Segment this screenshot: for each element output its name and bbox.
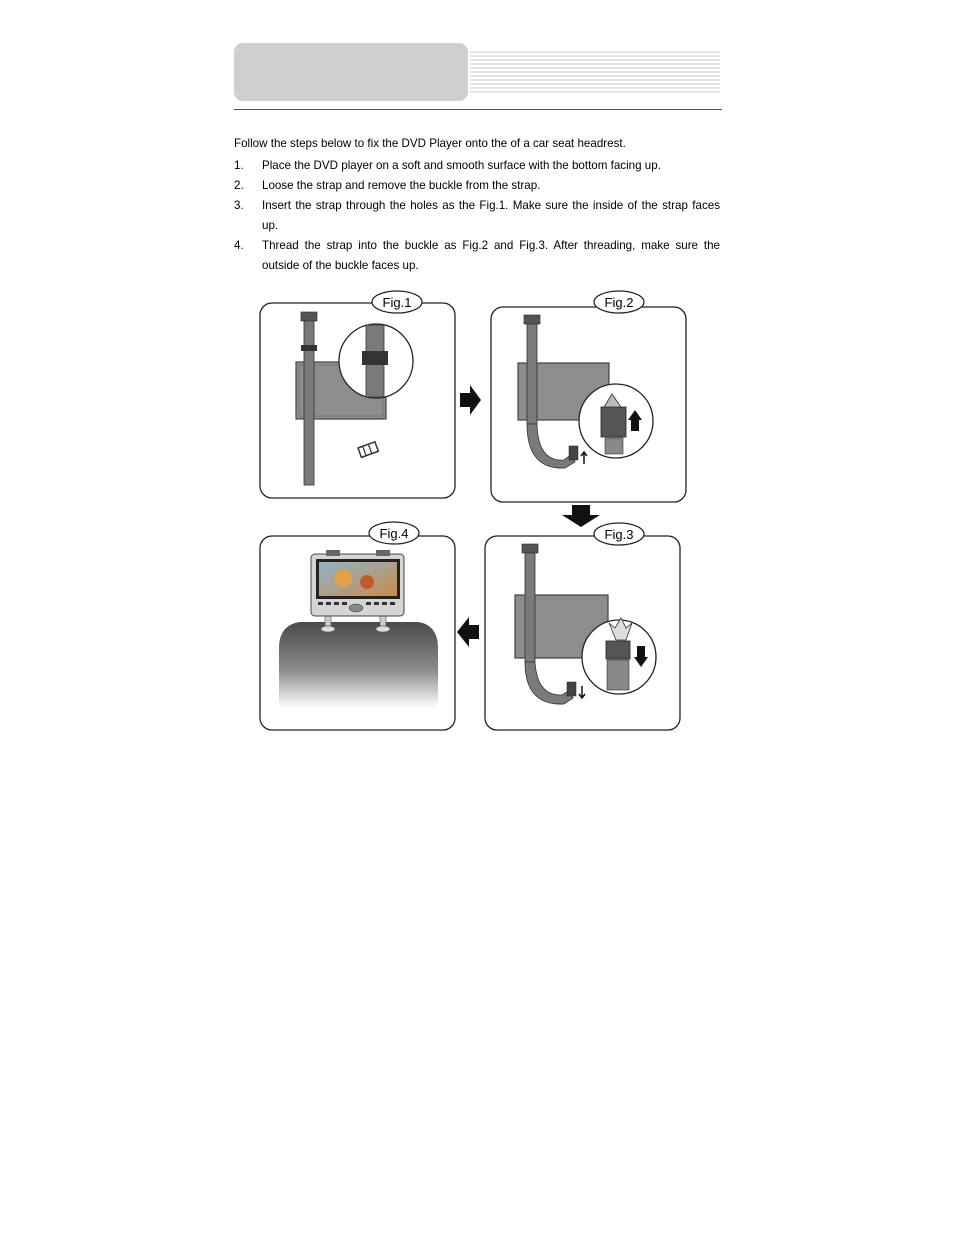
arrow-right-icon <box>460 385 481 415</box>
figure-1-label: Fig.1 <box>382 295 412 310</box>
figure-4 <box>260 522 455 730</box>
step-text: Insert the strap through the holes as the Fig.1. Make sure the inside of the strap faces up. <box>262 199 720 232</box>
figure-4-label: Fig.4 <box>379 526 409 541</box>
step-text: Loose the strap and remove the buckle from the strap. <box>262 179 541 192</box>
intro-text: Follow the steps below to fix the DVD Player onto the of a car seat headrest. <box>234 137 626 150</box>
figure-2 <box>491 291 686 502</box>
arrow-down-icon <box>562 505 600 527</box>
step-number: 2. <box>234 179 244 192</box>
dvd-screen <box>319 562 397 596</box>
step-number: 4. <box>234 239 244 252</box>
step-text: Thread the strap into the buckle as Fig.2 and Fig.3. After threading, make sure the outside of the buckle faces up. <box>262 239 720 272</box>
strap <box>525 550 535 662</box>
step-number: 3. <box>234 199 244 212</box>
strap <box>304 318 314 485</box>
arrow-left-icon <box>457 617 479 647</box>
step-text: Place the DVD player on a soft and smooth surface with the bottom facing up. <box>262 159 661 172</box>
car-headrest <box>279 622 438 708</box>
figure-2-label: Fig.2 <box>604 295 634 310</box>
figure-3 <box>485 523 680 730</box>
figure-1 <box>260 291 455 498</box>
step-number: 1. <box>234 159 244 172</box>
figure-3-label: Fig.3 <box>604 527 634 542</box>
strap <box>527 322 537 424</box>
